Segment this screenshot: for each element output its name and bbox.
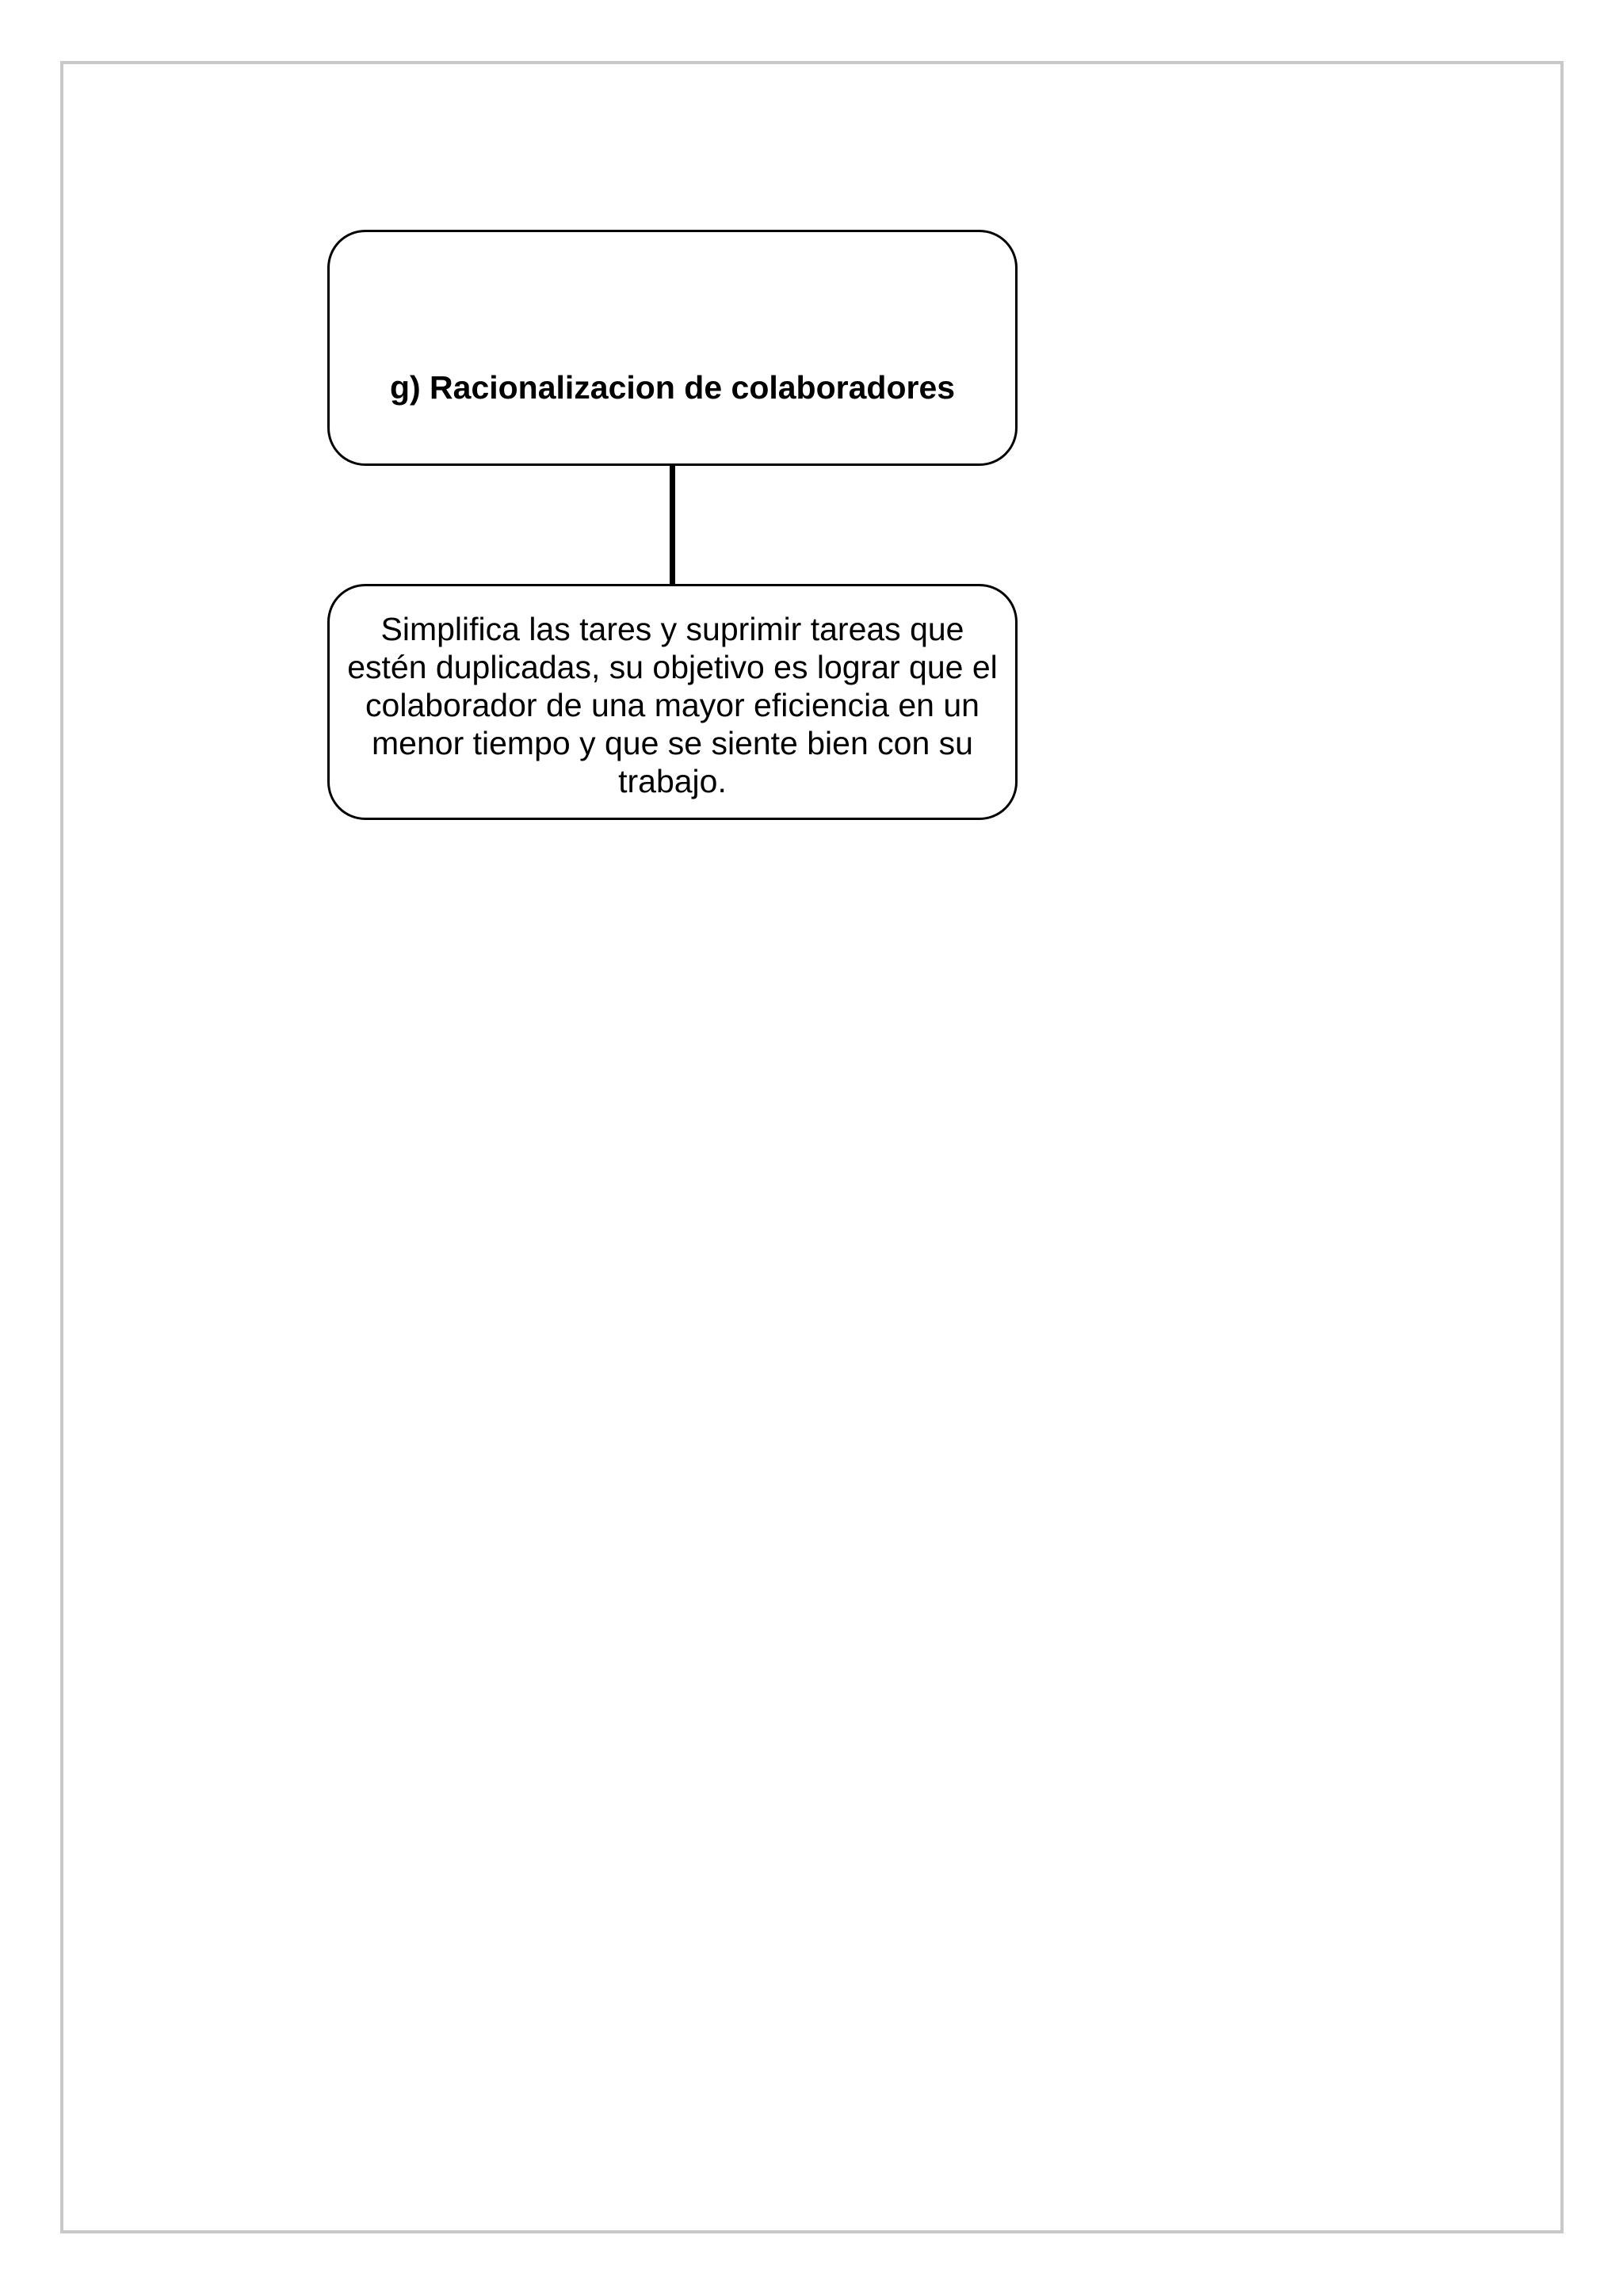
connector-line	[670, 466, 675, 585]
node-racionalizacion	[327, 230, 1018, 466]
node-title: g) Racionalizacion de colaboradores	[389, 368, 956, 406]
node-description-text: Simplifica las tares y suprimir tareas que estén duplicadas, su objetivo es lograr que el colaborador de una mayor eficiencia en un menor tiempo y que se siente bien con su trabajo.	[347, 611, 998, 799]
node-description	[327, 584, 1018, 820]
